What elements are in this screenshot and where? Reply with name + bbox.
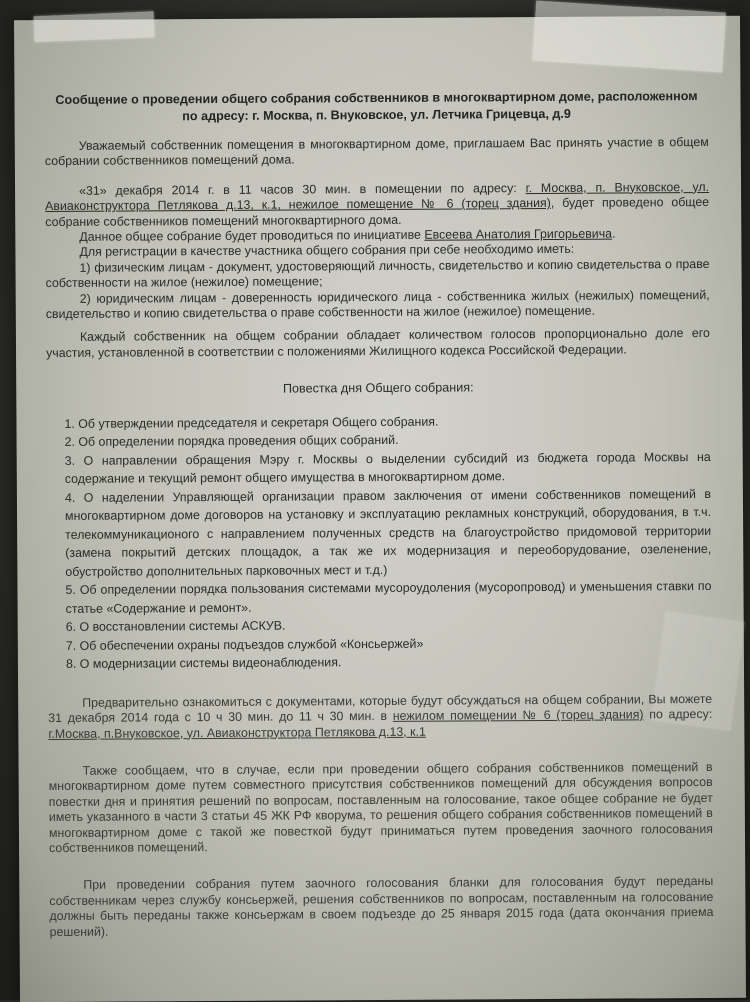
notice-sheet <box>14 16 746 1002</box>
registration-paragraph: Для регистрации в качестве участника общего собрания при себе необходимо иметь: <box>79 242 575 260</box>
agenda-item: 3. О направлении обращения Мэру г. Москвы о выделении субсидий из бюджета города Москвы на содержание и текущий ремонт общего имущества в многоквартирном доме. <box>64 449 711 487</box>
documents-paragraph: Предварительно ознакомиться с документами, которые будут обсуждаться на общем собрании, Вы можете 31 декабря 2014 года с 10 ч 30 мин. до 11 ч 30 мин. в нежилом помещении № 6 (торец здания) по адресу: г.Москва, п.Внуковское, ул. Авиаконструктора Петлякова д.13, к.1 <box>48 691 713 741</box>
absentee-paragraph: Также сообщаем, что в случае, если при проведении общего собрания собственников помещений в многоквартирном доме путем совместного присутствия собственников помещений для обсуждения вопросов повестки дня и принятия решений по вопросам, поставленным на голосование, такое общее собрание не будет иметь указанного в части 3 статьи 45 ЖК РФ кворума, то решения общего собрания собственников помещений в многоквартирном доме с такой же повесткой будут приниматься путем проведения заочного голосования собственников помещений. <box>48 759 714 855</box>
votes-paragraph: Каждый собственник на общем собрании обладает количеством голосов пропорционально доле его участия, установленной в соответствии с положениями Жилищного кодекса Российской Федерации. <box>45 326 710 360</box>
agenda-title: Повестка дня Общего собрания: <box>282 380 474 396</box>
notice-title: Сообщение о проведении общего собрания собственников в многоквартирном доме, расположенном по адресу: г. Москва, п. Внуковское, ул. Летчика Грицевца, д.9 <box>55 89 698 123</box>
meeting-date: «31» декабря 2014 г. в 11 часов 30 мин. в помещении по адресу: <box>79 180 526 198</box>
initiator-name: Евсеева Анатолия Григорьевича <box>424 226 613 242</box>
ballots-paragraph: При проведении собрания путем заочного голосования бланки для голосования будут переданы собственникам через службу консьержей, решения собственников по вопросам, поставленным на голосование должны быть переданы также консьержам в своем подъезде до 25 января 2015 года (дата окончания приема решений). <box>49 874 714 939</box>
documents-place: нежилом помещении № 6 (торец здания) <box>392 707 644 724</box>
agenda-item: 6. О восстановлении системы АСКУВ. <box>65 618 286 635</box>
registration-item: 2) юридическим лицам - доверенность юридического лица - собственника жилых (нежилых) помещений, свидетельство и копию свидетельства о праве собственности на жилое (нежилое) помещение. <box>45 287 710 322</box>
agenda-item: 1. Об утверждении председателя и секретаря Общего собрания. <box>64 414 439 431</box>
agenda-item: 7. Об обеспечении охраны подъездов службой «Консьержей» <box>65 636 424 653</box>
meeting-suffix: , будет проведено общее собрание собственников помещений многоквартирного дома. <box>45 195 710 229</box>
agenda-item: 2. Об определении порядка проведения общих собраний. <box>64 433 399 450</box>
documents-address: г.Москва, п.Внуковское, ул. Авиаконструктора Петлякова д.13, к.1 <box>48 724 426 741</box>
agenda-item: 4. О наделении Управляющей организации правом заключения от имени собственников помещений в многоквартирном доме договоров на установку и эксплуатацию рекламных конструкций, оборудования, в т.ч. телекоммуникационого с направлением полученных средств на благоустройство придомовой территории (замена покрытий детских площадок, а так же их модернизация и переоборудование, озеленение, обустройство дополнительных парковочных мест и т.д.) <box>64 486 712 579</box>
meeting-paragraph <box>45 180 709 230</box>
agenda-item: 8. О модернизации системы видеонаблюдения. <box>65 655 342 672</box>
intro-paragraph: Уважаемый собственник помещения в многоквартирном доме, приглашаем Вас принять участие в общем собрании собственников помещений дома. <box>44 134 709 169</box>
adhesive-tape <box>532 0 725 72</box>
agenda-item: 5. Об определении порядка пользования системами мусороудоления (мусоропровод) и уменьшения ставки по статье «Содержание и ремонт». <box>65 579 712 616</box>
notice-content <box>44 76 713 940</box>
agenda-list <box>46 411 712 674</box>
adhesive-tape <box>34 11 155 42</box>
meeting-address: г. Москва, п. Внуковское, ул. Авиаконструктора Петлякова д.13, к.1, нежилое помещение № 6 (торец здания) <box>45 179 710 214</box>
initiative-paragraph: Данное общее собрание будет проводиться по инициативе Евсеева Анатолия Григорьевича. <box>79 226 616 244</box>
registration-item: 1) физическим лицам - документ, удостоверяющий личность, свидетельство и копию свидетельства о праве собственности на жилое (нежилое) помещение; <box>45 256 710 291</box>
